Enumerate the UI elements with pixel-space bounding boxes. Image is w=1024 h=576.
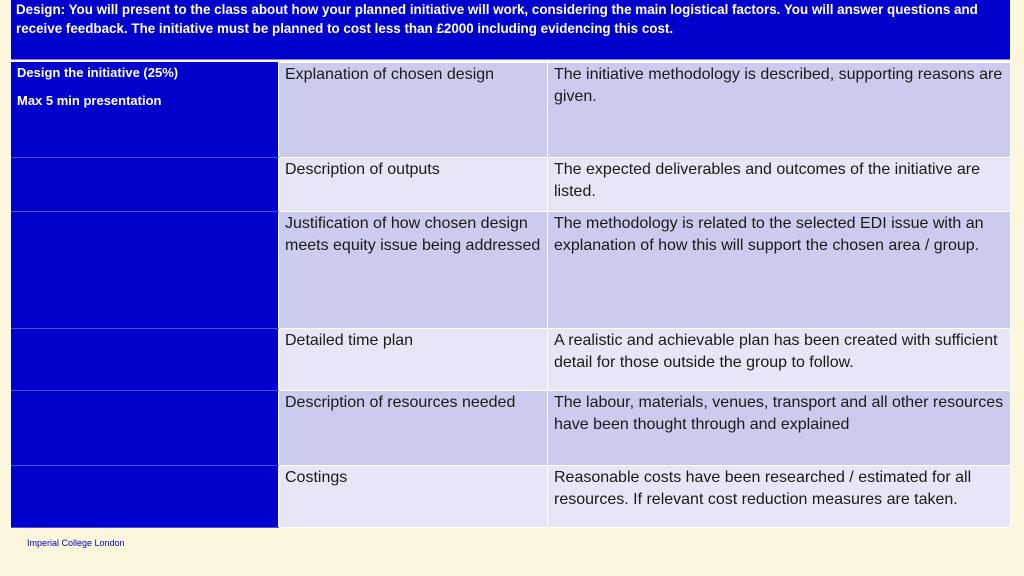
rubric-row [12, 329, 1011, 391]
description-cell: The initiative methodology is described, supporting reasons are given. [548, 63, 1011, 158]
criterion-cell: Description of resources needed [279, 391, 548, 466]
description-cell: The methodology is related to the selected EDI issue with an explanation of how this will support the chosen area / group. [548, 212, 1011, 329]
section-cell [12, 329, 279, 391]
section-cell [12, 391, 279, 466]
rubric-table [11, 62, 1011, 528]
rubric-row [12, 158, 1011, 212]
section-cell [12, 63, 279, 158]
rubric-row [12, 466, 1011, 528]
section-cell [12, 158, 279, 212]
description-cell: A realistic and achievable plan has been created with sufficient detail for those outside the group to follow. [548, 329, 1011, 391]
section-subtitle: Max 5 min presentation [17, 93, 162, 108]
description-cell: Reasonable costs have been researched / estimated for all resources. If relevant cost reduction measures are taken. [548, 466, 1011, 528]
rubric-row [12, 212, 1011, 329]
criterion-cell: Explanation of chosen design [279, 63, 548, 158]
criterion-cell: Detailed time plan [279, 329, 548, 391]
section-title: Design the initiative (25%) [17, 65, 179, 80]
description-cell: The labour, materials, venues, transport and all other resources have been thought through and explained [548, 391, 1011, 466]
rubric-row [12, 391, 1011, 466]
instructions-header: Design: You will present to the class about how your planned initiative will work, considering the main logistical factors. You will answer questions and receive feedback. The initiative must be planned to cost less than £2000 including evidencing this cost. [11, 0, 1010, 60]
footer-logo-text: Imperial College London [27, 538, 125, 548]
criterion-cell: Description of outputs [279, 158, 548, 212]
criterion-cell: Costings [279, 466, 548, 528]
section-cell [12, 212, 279, 329]
criterion-cell: Justification of how chosen design meets equity issue being addressed [279, 212, 548, 329]
section-cell [12, 466, 279, 528]
rubric-row [12, 63, 1011, 158]
description-cell: The expected deliverables and outcomes of the initiative are listed. [548, 158, 1011, 212]
